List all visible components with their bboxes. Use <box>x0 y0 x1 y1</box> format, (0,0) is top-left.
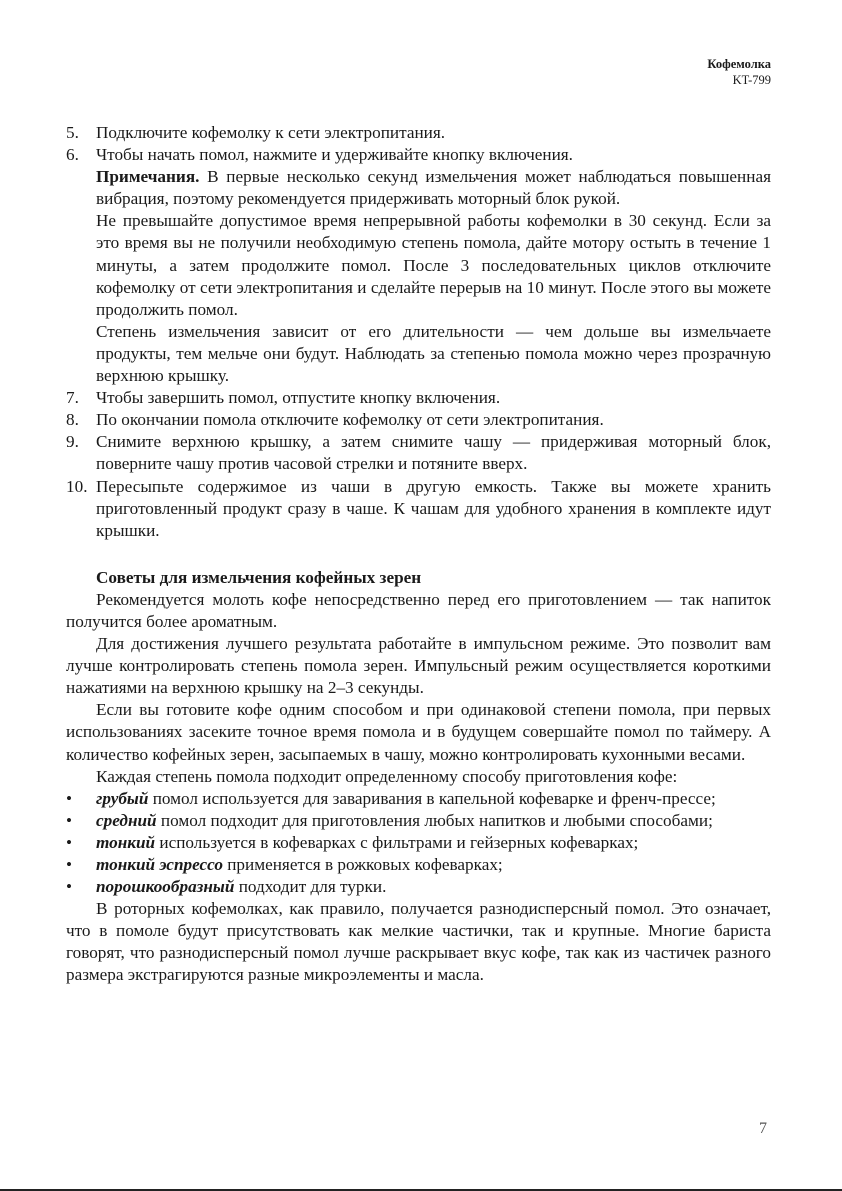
header-product-name: Кофемолка <box>707 57 771 71</box>
note-paragraph: Степень измельчения зависит от его длительности — чем дольше вы измельчаете продукты, тем мельче они будут. Наблюдать за степенью помола можно через прозрачную верхнюю крышку. <box>96 321 771 386</box>
bullet-item <box>66 788 771 810</box>
step-text: Подключите кофемолку к сети электропитания. <box>96 123 446 142</box>
note-label: Примечания. <box>96 167 200 187</box>
body-paragraph: Если вы готовите кофе одним способом и при одинаковой степени помола, при первых использованиях засеките точное время помола и в будущем совершайте помол по таймеру. А количество кофейных зерен, засыпаемых в чашу, можно контролировать кухонными весами. <box>66 700 771 764</box>
step-text: Чтобы начать помол, нажмите и удерживайте кнопку включения. <box>96 145 573 165</box>
page-content <box>66 122 771 987</box>
bullet-item <box>66 854 771 876</box>
body-paragraph: Для достижения лучшего результата работайте в импульсном режиме. Это позволит вам лучше контролировать степень помола зерен. Импульсный режим осуществляется короткими нажатиями на верхнюю крышку на 2–3 секунды. <box>66 634 771 698</box>
step-item <box>66 476 771 542</box>
bullet-marker: • <box>66 855 73 874</box>
bullet-marker: • <box>66 788 73 808</box>
bullet-item <box>66 810 771 832</box>
page-number: 7 <box>759 1120 767 1137</box>
step-number: 7. <box>66 388 79 408</box>
grind-term: грубый <box>96 788 149 808</box>
grind-term: тонкий эспрессо <box>96 855 223 874</box>
grind-term: порошкообразный <box>96 877 235 897</box>
section-heading: Советы для измельчения кофейных зерен <box>96 567 422 587</box>
step-item <box>66 122 771 144</box>
grind-term: средний <box>96 810 157 830</box>
bullet-marker: • <box>66 832 73 852</box>
body-paragraph: Каждая степень помола подходит определенному способу приготовления кофе: <box>96 766 678 786</box>
step-number: 9. <box>66 432 79 452</box>
step-number: 8. <box>66 410 79 430</box>
step-text: Чтобы завершить помол, отпустите кнопку включения. <box>96 388 501 408</box>
step-text: По окончании помола отключите кофемолку от сети электропитания. <box>96 410 604 430</box>
step-item <box>66 409 771 431</box>
grind-term: тонкий <box>96 832 156 852</box>
bullet-item <box>66 832 771 854</box>
note-paragraph <box>96 166 771 210</box>
body-paragraph: В роторных кофемолках, как правило, получается разнодисперсный помол. Это означает, что в помоле будут присутствовать как мелкие частички, так и крупные. Многие бариста говорят, что разнодисперсный помол лучше раскрывает вкус кофе, так как из частичек разного размера экстрагируются разные микроэлементы и масла. <box>66 899 771 985</box>
step-number: 10. <box>66 476 88 496</box>
bullet-text: подходит для турки. <box>234 877 387 897</box>
note-text: В первые несколько секунд измельчения может наблюдаться повышенная вибрация, поэтому рекомендуется придерживать моторный блок рукой. <box>96 167 771 209</box>
step-number: 6. <box>66 145 79 165</box>
step-text: Пересыпьте содержимое из чаши в другую емкость. Также вы можете хранить приготовленный продукт сразу в чаше. К чашам для удобного хранения в комплекте идут крышки. <box>96 476 771 540</box>
bullet-text: используется в кофеварках с фильтрами и гейзерных кофеварках; <box>155 832 639 852</box>
instruction-steps-list <box>66 122 771 542</box>
bullet-text: помол подходит для приготовления любых напитков и любыми способами; <box>156 810 713 830</box>
body-paragraph: Рекомендуется молоть кофе непосредственно перед его приготовлением — так напиток получится более ароматным. <box>66 589 771 631</box>
step-item <box>66 431 771 475</box>
running-header <box>707 56 771 88</box>
header-model: KT-799 <box>732 73 771 87</box>
step-text: Снимите верхнюю крышку, а затем снимите чашу — придерживая моторный блок, поверните чашу против часовой стрелки и потяните вверх. <box>96 432 771 474</box>
bullet-marker: • <box>66 877 73 897</box>
bullet-text: помол используется для заваривания в капельной кофеварке и френч-прессе; <box>148 788 716 808</box>
step-item <box>66 387 771 409</box>
bullet-item <box>66 876 771 898</box>
bullet-text: применяется в рожковых кофеварках; <box>222 855 503 874</box>
bullet-marker: • <box>66 810 73 830</box>
grind-levels-list <box>66 788 771 898</box>
step-number: 5. <box>66 123 79 142</box>
step-item <box>66 144 771 387</box>
note-paragraph: Не превышайте допустимое время непрерывной работы кофемолки в 30 секунд. Если за это время вы не получили необходимую степень помола, дайте мотору остыть в течение 1 минуты, а затем продолжите помол. После 3 последовательных циклов отключите кофемолку от сети электропитания и сделайте перерыв на 10 минут. После этого вы можете продолжить помол. <box>96 211 771 319</box>
